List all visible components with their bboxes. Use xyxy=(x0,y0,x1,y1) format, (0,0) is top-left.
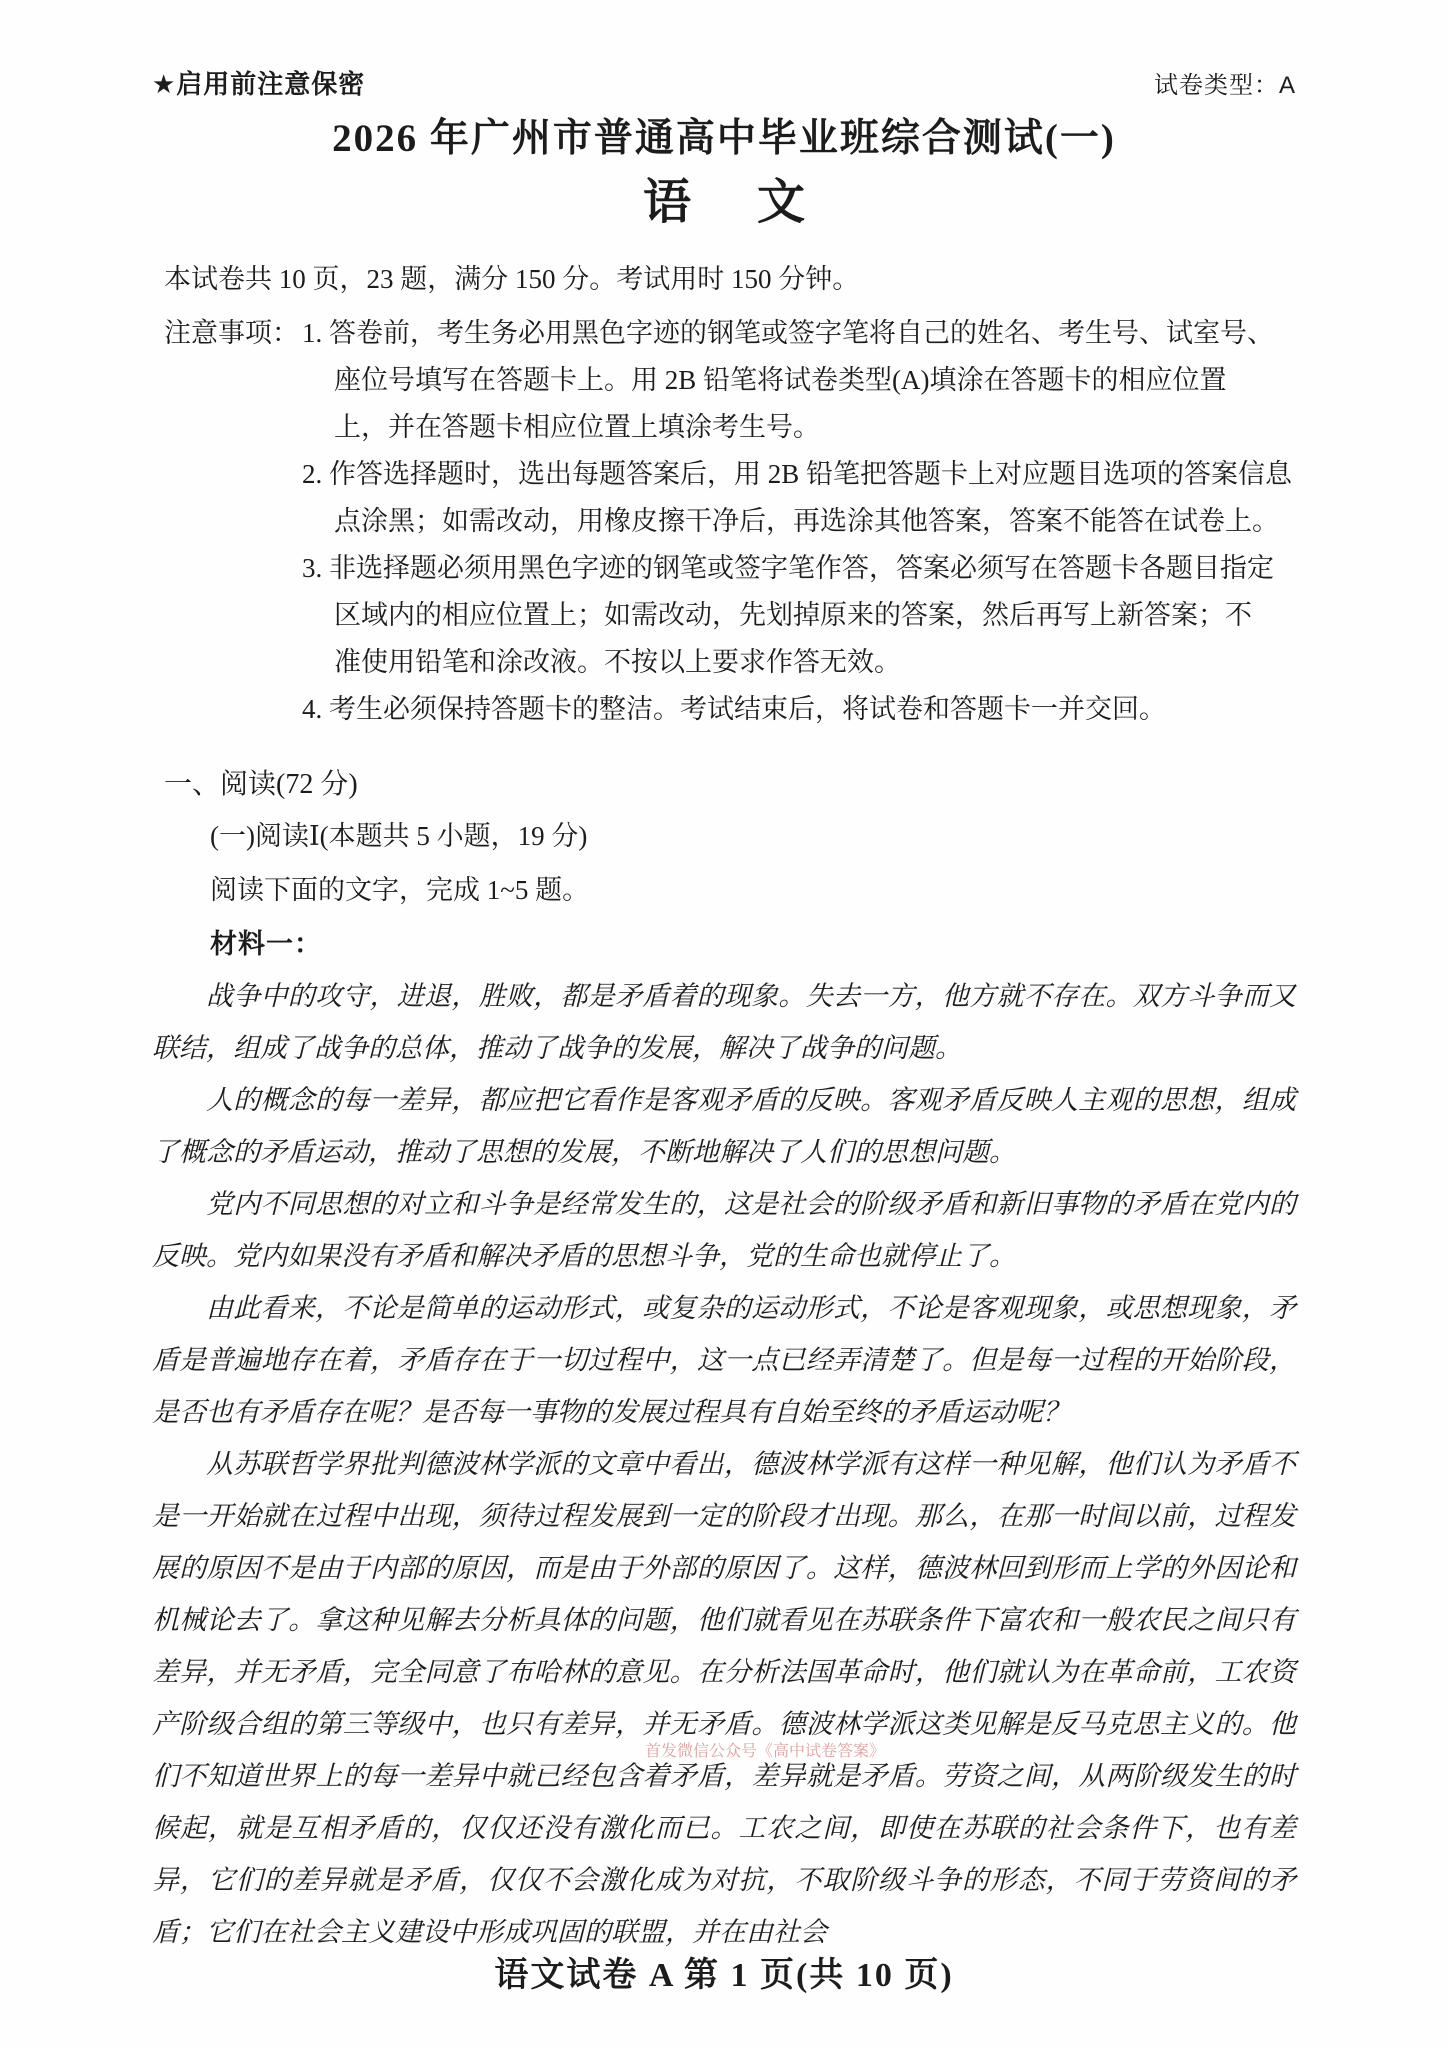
notice-item xyxy=(302,686,1296,733)
material-label: 材料一： xyxy=(210,929,322,959)
paper-type: 试卷类型：A xyxy=(1153,72,1296,99)
security-notice: ★启用前注意保密 xyxy=(152,69,366,99)
notice-items xyxy=(302,310,1296,733)
passage-paragraph: 从苏联哲学界批判德波林学派的文章中看出，德波林学派有这样一种见解，他们认为矛盾不是一开始就在过程中出现，须待过程发展到一定的阶段才出现。那么，在那一时间以前，过程发展的原因不是由于内部的原因，而是由于外部的原因了。这样，德波林回到形而上学的外因论和机械论去了。拿这种见解去分析具体的问题，他们就看见在苏联条件下富农和一般农民之间只有差异，并无矛盾，完全同意了布哈林的意见。在分析法国革命时，他们就认为在革命前，工农资产阶级合组的第三等级中，也只有差异，并无矛盾。德波林学派这类见解是反马克思主义的。他们不知道世界上的每一差异中就已经包含着矛盾，差异就是矛盾。劳资之间，从两阶级发生的时候起，就是互相矛盾的，仅仅还没有激化而已。工农之间，即使在苏联的社会条件下，也有差异，它们的差异就是矛盾，仅仅不会激化成为对抗，不取阶级斗争的形态，不同于劳资间的矛盾；它们在社会主义建设中形成巩固的联盟，并在由社会 xyxy=(152,1449,1296,1948)
red-watermark-text: 首发微信公众号《高中试卷答案》 xyxy=(645,1743,886,1760)
notice-item xyxy=(302,545,1296,686)
passage-paragraph: 党内不同思想的对立和斗争是经常发生的，这是社会的阶级矛盾和新旧事物的矛盾在党内的反映。党内如果没有矛盾和解决矛盾的思想斗争，党的生命也就停止了。 xyxy=(152,1189,1296,1272)
section-subsection-title: (一)阅读Ⅰ(本题共 5 小题，19 分) xyxy=(210,821,588,851)
notice-line: 座位号填写在答题卡上。用 2B 铅笔将试卷类型(A)填涂在答题卡的相应位置 xyxy=(334,365,1227,395)
notice-line: 4. 考生必须保持答题卡的整洁。考试结束后，将试卷和答题卡一并交回。 xyxy=(302,694,1166,724)
reading-passage xyxy=(152,971,1296,1959)
subject-char-left: 语 xyxy=(642,176,691,229)
notice-item xyxy=(302,310,1296,451)
notice-line: 区域内的相应位置上；如需改动，先划掉原来的答案，然后再写上新答案；不 xyxy=(334,600,1252,630)
section-part-title: 一、阅读(72 分) xyxy=(164,769,358,800)
notice-line: 点涂黑；如需改动，用橡皮擦干净后，再选涂其他答案，答案不能答在试卷上。 xyxy=(334,506,1279,536)
passage-paragraph: 由此看来，不论是简单的运动形式，或复杂的运动形式，不论是客观现象，或思想现象，矛盾是普遍地存在着，矛盾存在于一切过程中，这一点已经弄清楚了。但是每一过程的开始阶段，是否也有矛盾存在呢？是否每一事物的发展过程具有自始至终的矛盾运动呢？ xyxy=(152,1293,1296,1428)
exam-info-line: 本试卷共 10 页，23 题，满分 150 分。考试用时 150 分钟。 xyxy=(164,264,860,294)
page-footer: 语文试卷 A 第 1 页(共 10 页) xyxy=(494,1957,954,1994)
reading-instruction: 阅读下面的文字，完成 1~5 题。 xyxy=(210,875,590,905)
page-header xyxy=(152,64,1296,99)
notice-item xyxy=(302,451,1296,545)
notice-line: 准使用铅笔和涂改液。不按以上要求作答无效。 xyxy=(334,647,901,677)
exam-title: 2026 年广州市普通高中毕业班综合测试(一) xyxy=(332,117,1116,160)
notice-line: 3. 非选择题必须用黑色字迹的钢笔或签字笔作答，答案必须写在答题卡各题目指定 xyxy=(302,553,1274,583)
notice-line: 1. 答卷前，考生务必用黑色字迹的钢笔或签字笔将自己的姓名、考生号、试室号、 xyxy=(302,318,1274,348)
notice-line: 上，并在答题卡相应位置上填涂考生号。 xyxy=(334,412,820,442)
subject-char-right: 文 xyxy=(757,176,806,229)
notice-label: 注意事项： xyxy=(164,318,299,348)
passage-paragraph: 人的概念的每一差异，都应把它看作是客观矛盾的反映。客观矛盾反映人主观的思想，组成了概念的矛盾运动，推动了思想的发展，不断地解决了人们的思想问题。 xyxy=(152,1085,1296,1168)
passage-paragraph: 战争中的攻守，进退，胜败，都是矛盾着的现象。失去一方，他方就不存在。双方斗争而又联结，组成了战争的总体，推动了战争的发展，解决了战争的问题。 xyxy=(152,981,1296,1064)
notice-line: 2. 作答选择题时，选出每题答案后，用 2B 铅笔把答题卡上对应题目选项的答案信息 xyxy=(302,459,1293,489)
notice-block xyxy=(164,310,1296,733)
subject-title xyxy=(152,174,1296,232)
